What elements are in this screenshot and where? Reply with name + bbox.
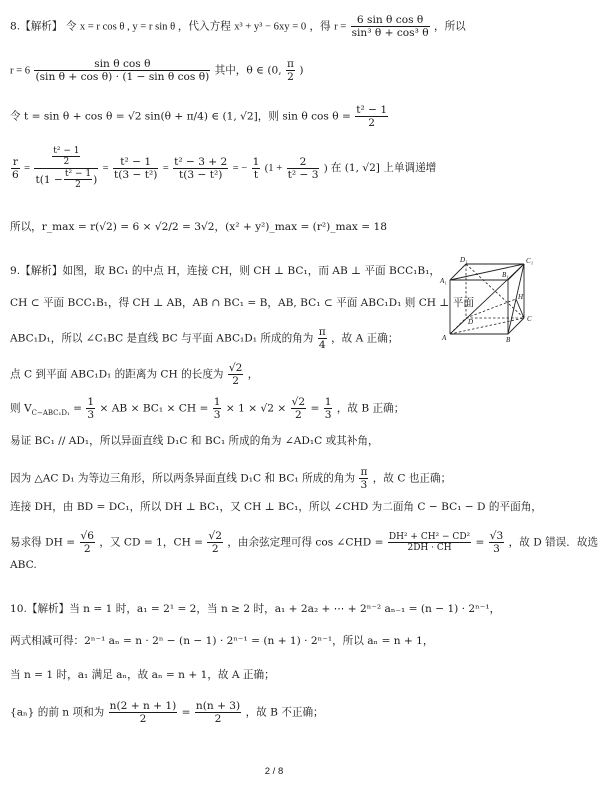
p8-line5: 所以，r_max = r(√2) = 6 × √2/2 = 3√2，(x² + y²)_max = (r²)_max = 18 [10,221,387,233]
r2-fraction: $\frac{\text{sin θ cos θ}}{\text{(sin θ + cos θ) · (1 − sin θ cos θ)}}$ [35,58,210,84]
p9-line2: CH ⊂ 平面 BCC₁B₁，得 CH ⊥ AB，AB ∩ BC₁ = B，AB, BC₁ ⊂ 平面 ABC₁D₁ 则 CH ⊥ 平面 [10,297,474,309]
label-a1: A₁ [440,277,447,285]
p8-line1: 8.【解析】 令 x = r cos θ , y = r sin θ ，代入方程 x³ + y³ − 6xy = 0 ，得 r = $\frac{\text{6 sin θ cos θ}}{\text{sin³ θ + cos³ θ}}$ ，所以 [10,14,466,40]
label-d: D [468,318,474,326]
r-fraction: $\frac{\text{6 sin θ cos θ}}{\text{sin³ θ + cos³ θ}}$ [351,14,429,40]
p10-line2: 两式相减可得：2ⁿ⁻¹ aₙ = n · 2ⁿ − (n − 1) · 2ⁿ⁻¹ = (n + 1) · 2ⁿ⁻¹，所以 aₙ = n + 1， [10,635,434,647]
label-a: A [442,334,447,342]
p9-line4: 点 C 到平面 ABC₁D₁ 的距离为 CH 的长度为 $\frac{√2}{2}$ ， [10,362,259,388]
p9-line6: 易证 BC₁ // AD₁，所以异面直线 D₁C 和 BC₁ 所成的角为 ∠AD₁C 或其补角， [10,435,379,447]
label-c: C [527,315,532,323]
p9-line10: ABC. [10,559,37,571]
cube-figure [438,256,538,344]
p9-line7: 因为 △AC D₁ 为等边三角形，所以两条异面直线 D₁C 和 BC₁ 所成的角为 $\frac{\pi}{3}$ ，故 C 也正确； [10,466,452,492]
p9-line5: 则 $V_{C-ABC_1D_1}$ = $\frac{1}{3}$ × AB × BC₁ × CH = $\frac{1}{3}$ × 1 × √2 × $\frac{√2}{2}$ = $\frac{1}{3}$ ，故 B 正确； [10,396,405,422]
p9-line1: 9.【解析】如图，取 BC₁ 的中点 H，连接 CH，则 CH ⊥ BC₁，而 AB ⊥ 平面 BCC₁B₁， [10,265,441,277]
page-number: 2 / 8 [264,766,284,777]
label-b: B [506,336,511,344]
p9-line3: ABC₁D₁，所以 ∠C₁BC 是直线 BC 与平面 ABC₁D₁ 所成的角为 $\frac{\pi}{4}$ ，故 A 正确； [10,326,399,352]
p10-line3: 当 n = 1 时，a₁ 满足 aₙ，故 aₙ = n + 1，故 A 正确； [10,669,275,681]
p8-line2: r = 6 $\frac{\text{sin θ cos θ}}{\text{(sin θ + cos θ) · (1 − sin θ cos θ)}}$ 其中，θ ∈ (0, $\frac{\pi}{2}$ ) [10,58,304,84]
p10-line4: {aₙ} 的前 n 项和为 $\frac{n(2 + n + 1)}{2}$ = $\frac{n(n + 3)}{2}$ ，故 B 不正确； [10,700,324,726]
label-c1: C₁ [526,257,534,265]
label-h: H [518,293,524,301]
p8-equation: x³ + y³ − 6xy = 0 [234,21,307,33]
p9-line9: 易求得 DH = $\frac{√6}{2}$ ，又 CD = 1，CH = $\frac{√2}{2}$ ，由余弦定理可得 cos ∠CHD = $\frac{\text{DH² + CH² − CD²}}{2DH \cdot CH}$ = $\frac{√3}{3}$ ，故 D 错误．故选 [10,530,598,556]
p9-line8: 连接 DH，由 BD = DC₁，所以 DH ⊥ BC₁，又 CH ⊥ BC₁，所以 ∠CHD 为二面角 C − BC₁ − D 的平面角， [10,501,542,513]
p8-line3: 令 t = sin θ + cos θ = √2 sin(θ + π/4) ∈ (1, √2]，则 sin θ cos θ = $\frac{\text{t² − 1}}{2}$ [10,104,388,130]
p8-number: 8.【解析】 [10,20,63,33]
big-fraction: $\frac{\text{t² − 1}}{2}$ t(1 − $\frac{\text{t² − 1}}{2}$ ) [35,146,98,191]
label-d1: D₁ [460,256,468,264]
label-b1: B₁ [502,271,509,279]
p8-line4: $\frac{r}{6}$ = $\frac{\text{t² − 1}}{2}$ t(1 − $\frac{\text{t² − 1}}{2}$ ) = $\frac{\text{t² − 1}}{\text{t(3 − t²)}}$ = $\frac{\text{t² − 3 + 2}}{\text{t(3 − t²)}}$ = − $\frac{1}{t}$ (1 + $\frac{2}{\text{t² − 3}}$ ) 在 (1, √2] 上单调递增 [12,146,437,191]
p10-line1: 10.【解析】当 n = 1 时，a₁ = 2¹ = 2，当 n ≥ 2 时，a₁ + 2a₂ + ⋯ + 2ⁿ⁻² aₙ₋₁ = (n − 1) · 2ⁿ⁻¹， [10,603,501,615]
